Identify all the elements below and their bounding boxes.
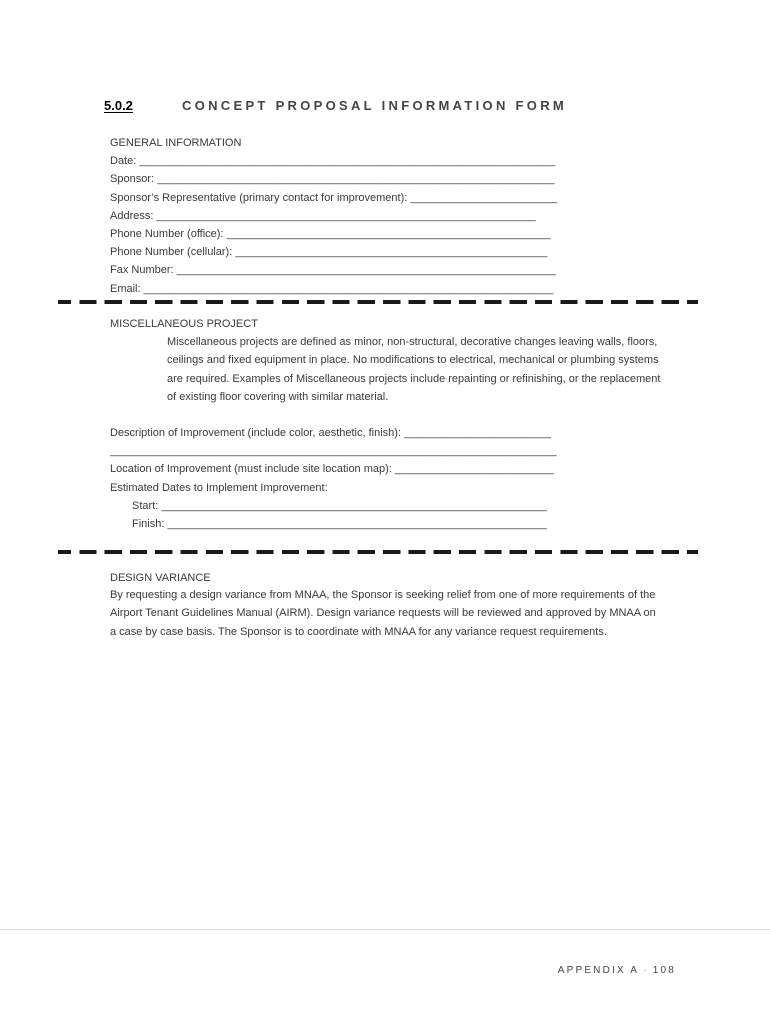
fax-number-field: Fax Number: ______________________________________________________________ [110,264,556,277]
paragraph-line: are required. Examples of Miscellaneous projects include repainting or refinishing, or the replacement [167,372,661,385]
footer-divider [0,929,770,930]
phone-office-field: Phone Number (office): _____________________________________________________ [110,227,551,240]
date-field: Date: ____________________________________________________________________ [110,155,556,168]
design-variance-heading: DESIGN VARIANCE [110,572,211,584]
footer-separator: · [643,965,649,976]
page-footer [558,965,676,976]
miscellaneous-project-description [167,333,660,406]
sponsor-field: Sponsor: _________________________________________________________________ [110,173,555,186]
paragraph-line: Miscellaneous projects are defined as minor, non-structural, decorative changes leaving walls, floors, [167,336,658,348]
miscellaneous-project-heading: MISCELLANEOUS PROJECT [110,318,258,330]
finish-date-field: Finish: ______________________________________________________________ [132,517,547,530]
general-information-heading: GENERAL INFORMATION [110,137,242,149]
paragraph-line: of existing floor covering with similar material. [167,390,389,403]
paragraph-line: ceilings and fixed equipment in place. No modifications to electrical, mechanical or plumbing systems [167,354,659,367]
section-divider [58,300,698,304]
start-date-field: Start: _______________________________________________________________ [132,499,547,512]
improvement-fields [110,424,557,533]
phone-cellular-field: Phone Number (cellular): ___________________________________________________ [110,246,548,259]
form-title: CONCEPT PROPOSAL INFORMATION FORM [182,98,568,113]
sponsor-representative-field: Sponsor’s Representative (primary contact for improvement): ________________________ [110,191,558,204]
design-variance-heading-wrap [110,569,211,587]
miscellaneous-project-heading-wrap [110,315,258,333]
paragraph-line: Airport Tenant Guidelines Manual (AIRM). Design variance requests will be reviewed and approved by MNAA on [110,607,656,620]
general-information-section [110,134,557,298]
appendix-label: APPENDIX A [557,965,640,976]
address-field: Address: ______________________________________________________________ [110,209,536,222]
estimated-dates-label: Estimated Dates to Implement Improvement: [110,481,328,494]
email-field: Email: ___________________________________________________________________ [110,282,554,295]
section-divider [58,550,698,554]
location-of-improvement-field: Location of Improvement (must include site location map): __________________________ [110,463,554,476]
page-number: 108 [652,965,676,976]
description-continuation-line: _________________________________________________________________________ [110,445,557,458]
paragraph-line: By requesting a design variance from MNAA, the Sponsor is seeking relief from one of more requirements of the [110,589,656,601]
description-of-improvement-field: Description of Improvement (include color, aesthetic, finish): ________________________ [110,427,551,439]
section-heading [104,98,567,113]
paragraph-line: a case by case basis. The Sponsor is to coordinate with MNAA for any variance request requirements. [110,625,607,638]
section-number: 5.0.2 [104,98,133,113]
design-variance-description [110,586,656,641]
